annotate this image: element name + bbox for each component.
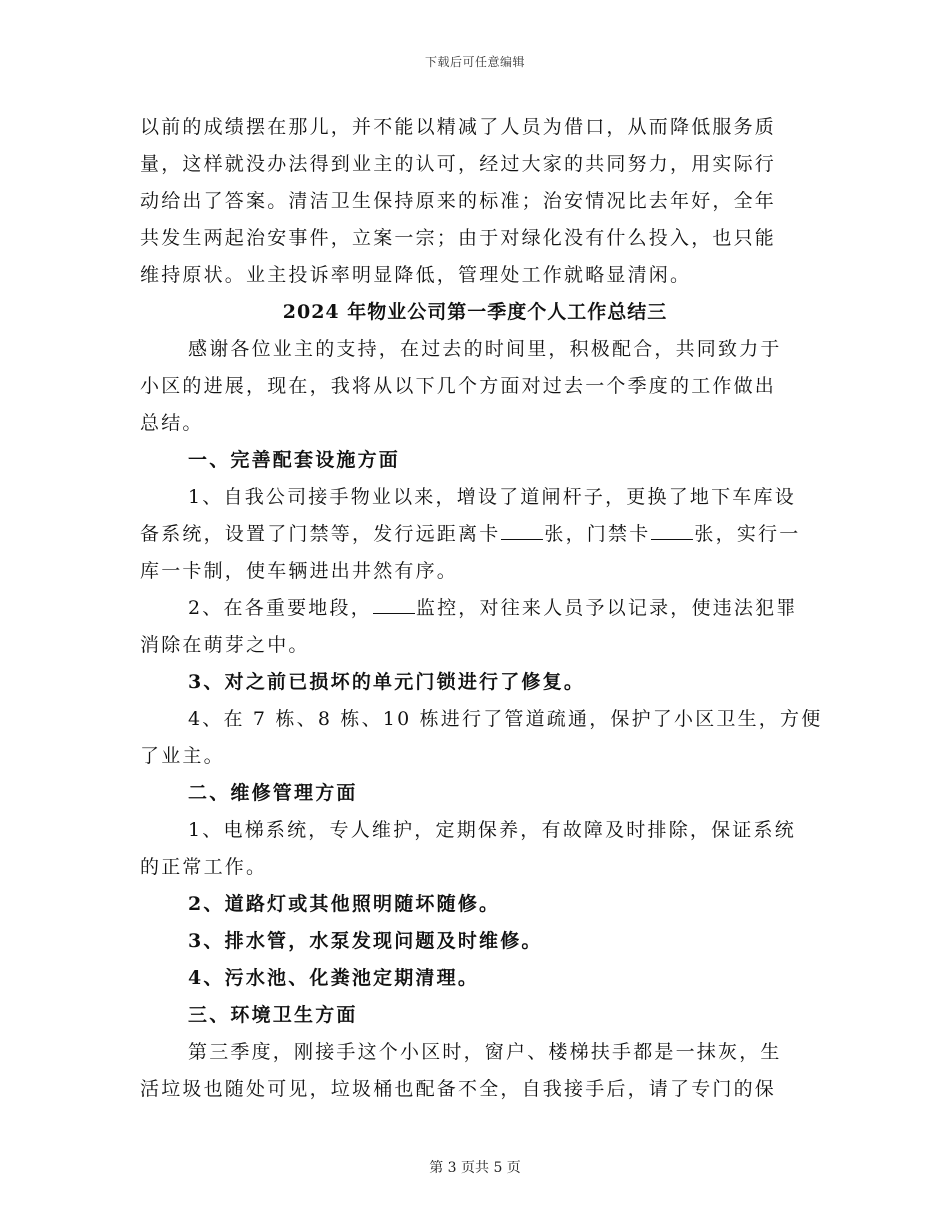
paragraph-line [140,590,810,627]
paragraph-line: 动给出了答案。清洁卫生保持原来的标准；治安情况比去年好，全年 [140,190,777,212]
paragraph-line: 消除在萌芽之中。 [140,634,310,656]
fill-in-blank [501,538,543,540]
paragraph-line: 以前的成绩摆在那儿，并不能以精减了人员为借口，从而降低服务质 [140,116,777,138]
paragraph-line: 量，这样就没办法得到业主的认可，经过大家的共同努力，用实际行 [140,153,777,175]
document-body [140,109,823,1108]
text-segment: 张，门禁卡 [544,523,651,545]
list-item: 4、污水池、化粪池定期清理。 [188,967,480,989]
paragraph-line: 总结。 [140,412,204,434]
section-heading: 一、完善配套设施方面 [188,449,401,471]
list-item: 2、道路灯或其他照明随坏随修。 [188,893,501,915]
paragraph-line: 共发生两起治安事件，立案一宗；由于对绿化没有什么投入，也只能 [140,227,777,249]
section-title: 2024 年物业公司第一季度个人工作总结三 [282,301,668,323]
paragraph-line: 小区的进展，现在，我将从以下几个方面对过去一个季度的工作做出 [140,375,777,397]
text-segment: 监控，对往来人员予以记录，使违法犯罪 [415,597,798,619]
paragraph-line: 库一卡制，使车辆进出井然有序。 [140,560,459,582]
text-segment: 2、在各重要地段， [188,597,372,619]
page-header: 下载后可任意编辑 [424,55,525,69]
paragraph-line: 维持原状。业主投诉率明显降低，管理处工作就略显清闲。 [140,264,692,286]
text-segment: 张，实行一 [694,523,801,545]
section-heading: 二、维修管理方面 [188,782,358,804]
list-item: 3、对之前已损坏的单元门锁进行了修复。 [188,671,586,693]
list-item: 3、排水管，水泵发现问题及时维修。 [188,930,543,952]
paragraph-line: 第三季度，刚接手这个小区时，窗户、楼梯扶手都是一抹灰，生 [188,1041,782,1063]
paragraph-line: 4、在 7 栋、8 栋、10 栋进行了管道疏通，保护了小区卫生，方便 [188,708,823,730]
paragraph-line [140,516,810,553]
fill-in-blank [373,612,415,614]
page-footer: 第 3 页共 5 页 [429,1160,521,1176]
paragraph-line: 了业主。 [140,745,225,767]
fill-in-blank [651,538,693,540]
paragraph-line: 1、自我公司接手物业以来，增设了道闸杆子，更换了地下车库设 [188,486,796,508]
paragraph-line: 活垃圾也随处可见，垃圾桶也配备不全，自我接手后，请了专门的保 [140,1078,777,1100]
paragraph-line: 感谢各位业主的支持，在过去的时间里，积极配合，共同致力于 [188,338,782,360]
paragraph-line: 1、电梯系统，专人维护，定期保养，有故障及时排除，保证系统 [188,819,796,841]
section-heading: 三、环境卫生方面 [188,1004,358,1026]
paragraph-line: 的正常工作。 [140,856,268,878]
text-segment: 备系统，设置了门禁等，发行远距离卡 [140,523,501,545]
